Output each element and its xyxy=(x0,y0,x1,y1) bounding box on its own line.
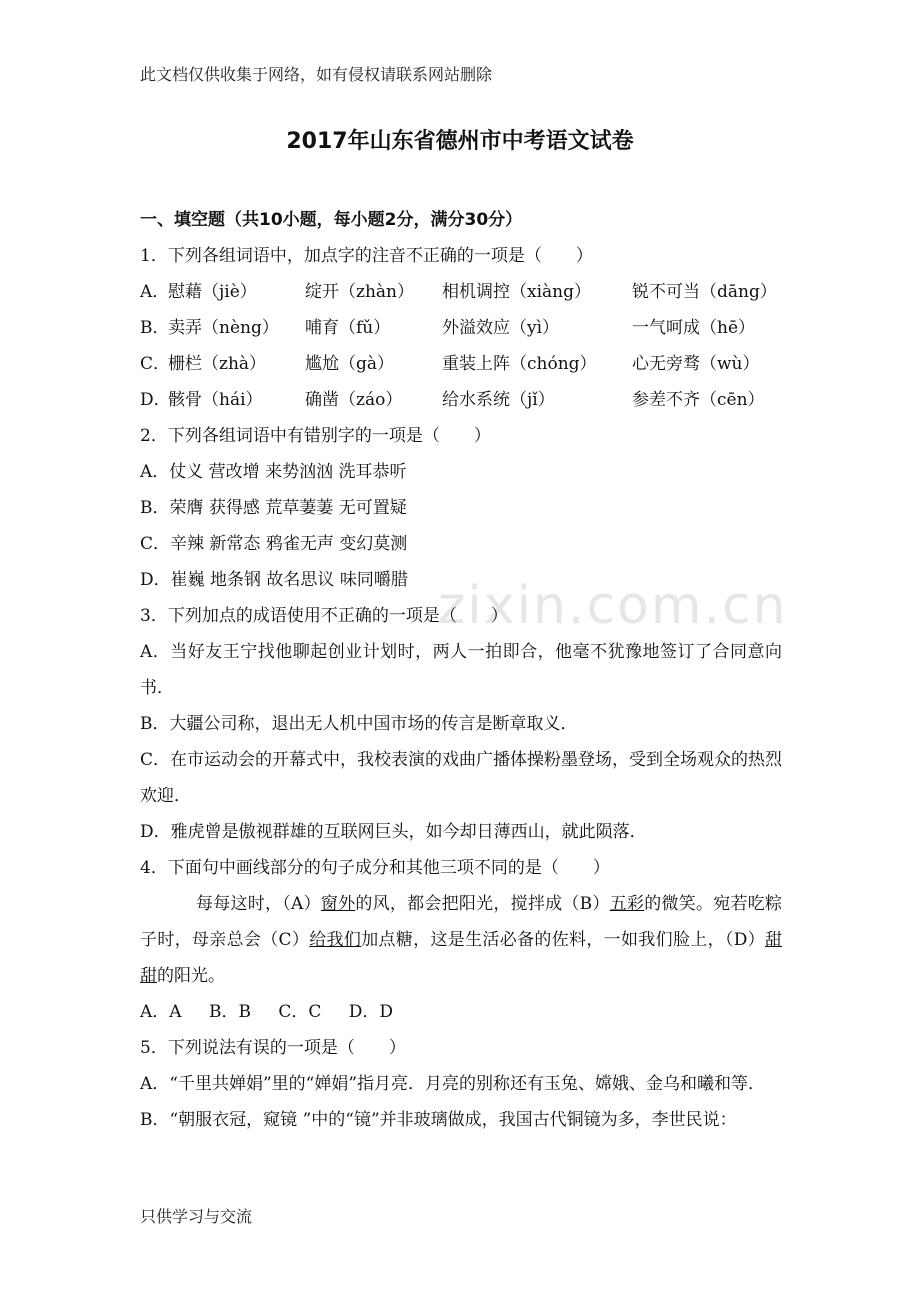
choice-d: D．D xyxy=(348,1002,394,1022)
option-letter: D． xyxy=(140,390,171,410)
question-3-option-c: C．在市运动会的开幕式中，我校表演的戏曲广播体操粉墨登场，受到全场观众的热烈欢迎． xyxy=(140,750,783,806)
exam-title: 2017年山东省德州市中考语文试卷 xyxy=(286,129,634,154)
question-5-stem: 5．下列说法有误的一项是（ ） xyxy=(140,1038,406,1058)
option-word: 外溢效应（yì） xyxy=(442,318,560,338)
question-2-option-c: C．辛辣 新常态 鸦雀无声 变幻莫测 xyxy=(140,534,408,554)
choice-b: B．B xyxy=(208,1002,251,1022)
choice-a: A．A xyxy=(140,1002,182,1022)
passage-text: 的微笑。宛若吃粽子时，母亲总会（C） xyxy=(140,894,782,950)
choice-c: C．C xyxy=(278,1002,322,1022)
underlined-part-a: 窗外 xyxy=(320,894,356,914)
question-5-option-b: B．“朝服衣冠，窥镜 ”中的“镜”并非玻璃做成，我国古代铜镜为多，李世民说： xyxy=(140,1110,737,1130)
header-note: 此文档仅供收集于网络，如有侵权请联系网站删除 xyxy=(140,65,493,84)
question-2-option-d: D．崔巍 地条钢 故名思议 味同嚼腊 xyxy=(140,570,408,590)
passage-text: 的风，都会把阳光，搅拌成（B） xyxy=(355,894,610,914)
question-4-stem: 4．下面句中画线部分的句子成分和其他三项不同的是（ ） xyxy=(140,858,610,878)
passage-text: 的阳光。 xyxy=(157,966,225,986)
section-heading: 一、填空题（共10小题，每小题2分，满分30分） xyxy=(140,210,523,230)
option-word: 参差不齐（cēn） xyxy=(632,390,765,410)
underlined-part-d: 甜甜 xyxy=(140,930,782,986)
option-letter: C． xyxy=(140,354,171,374)
question-1-option-c xyxy=(140,346,782,382)
question-5-option-a: A．“千里共婵娟”里的“婵娟”指月亮．月亮的别称还有玉兔、嫦娥、金乌和曦和等． xyxy=(140,1074,766,1094)
option-word: 心无旁骛（wù） xyxy=(632,354,760,374)
underlined-part-c: 给我们 xyxy=(309,930,362,950)
question-3-option-d: D．雅虎曾是傲视群雄的互联网巨头，如今却日薄西山，就此陨落． xyxy=(140,822,647,842)
option-word: 锐不可当（dāng） xyxy=(632,282,777,302)
option-word: 哺育（fǔ） xyxy=(305,318,391,338)
passage-text: 每每这时，（A） xyxy=(196,894,321,914)
option-word: 栅栏（zhà） xyxy=(168,354,267,374)
question-2-option-a: A．仗义 营改增 来势汹汹 洗耳恭听 xyxy=(140,462,407,482)
option-word: 慰藉（jiè） xyxy=(168,282,257,302)
question-4-passage xyxy=(140,886,782,994)
question-3-option-a: A．当好友王宁找他聊起创业计划时，两人一拍即合，他毫不犹豫地签订了合同意向书． xyxy=(140,642,782,698)
option-word: 绽开（zhàn） xyxy=(305,282,414,302)
footer-note: 只供学习与交流 xyxy=(140,1207,253,1226)
passage-text: 加点糖，这是生活必备的佐料，一如我们脸上，（D） xyxy=(361,930,765,950)
question-4-choices xyxy=(140,994,782,1030)
question-1-option-d xyxy=(140,382,782,418)
question-1-stem: 1．下列各组词语中，加点字的注音不正确的一项是（ ） xyxy=(140,246,593,266)
question-2-option-b: B．荣膺 获得感 荒草萋萋 无可置疑 xyxy=(140,498,407,518)
question-3-stem: 3．下列加点的成语使用不正确的一项是（ ） xyxy=(140,606,508,626)
question-1-option-a xyxy=(140,274,782,310)
option-word: 尴尬（gà） xyxy=(305,354,395,374)
underlined-part-b: 五彩 xyxy=(609,894,645,914)
question-2-stem: 2．下列各组词语中有错别字的一项是（ ） xyxy=(140,426,491,446)
option-letter: A． xyxy=(140,282,170,302)
option-word: 一气呵成（hē） xyxy=(632,318,756,338)
option-word: 确凿（záo） xyxy=(305,390,403,410)
question-3-option-b: B．大疆公司称，退出无人机中国市场的传言是断章取义． xyxy=(140,714,578,734)
watermark: zixin.com.cn xyxy=(438,576,788,636)
option-letter: B． xyxy=(140,318,170,338)
exam-content xyxy=(140,202,782,1138)
option-word: 骸骨（hái） xyxy=(168,390,263,410)
option-word: 重装上阵（chóng） xyxy=(442,354,597,374)
question-1-option-b xyxy=(140,310,782,346)
option-word: 卖弄（nèng） xyxy=(168,318,279,338)
option-word: 相机调控（xiàng） xyxy=(442,282,591,302)
option-word: 给水系统（jǐ） xyxy=(442,390,555,410)
